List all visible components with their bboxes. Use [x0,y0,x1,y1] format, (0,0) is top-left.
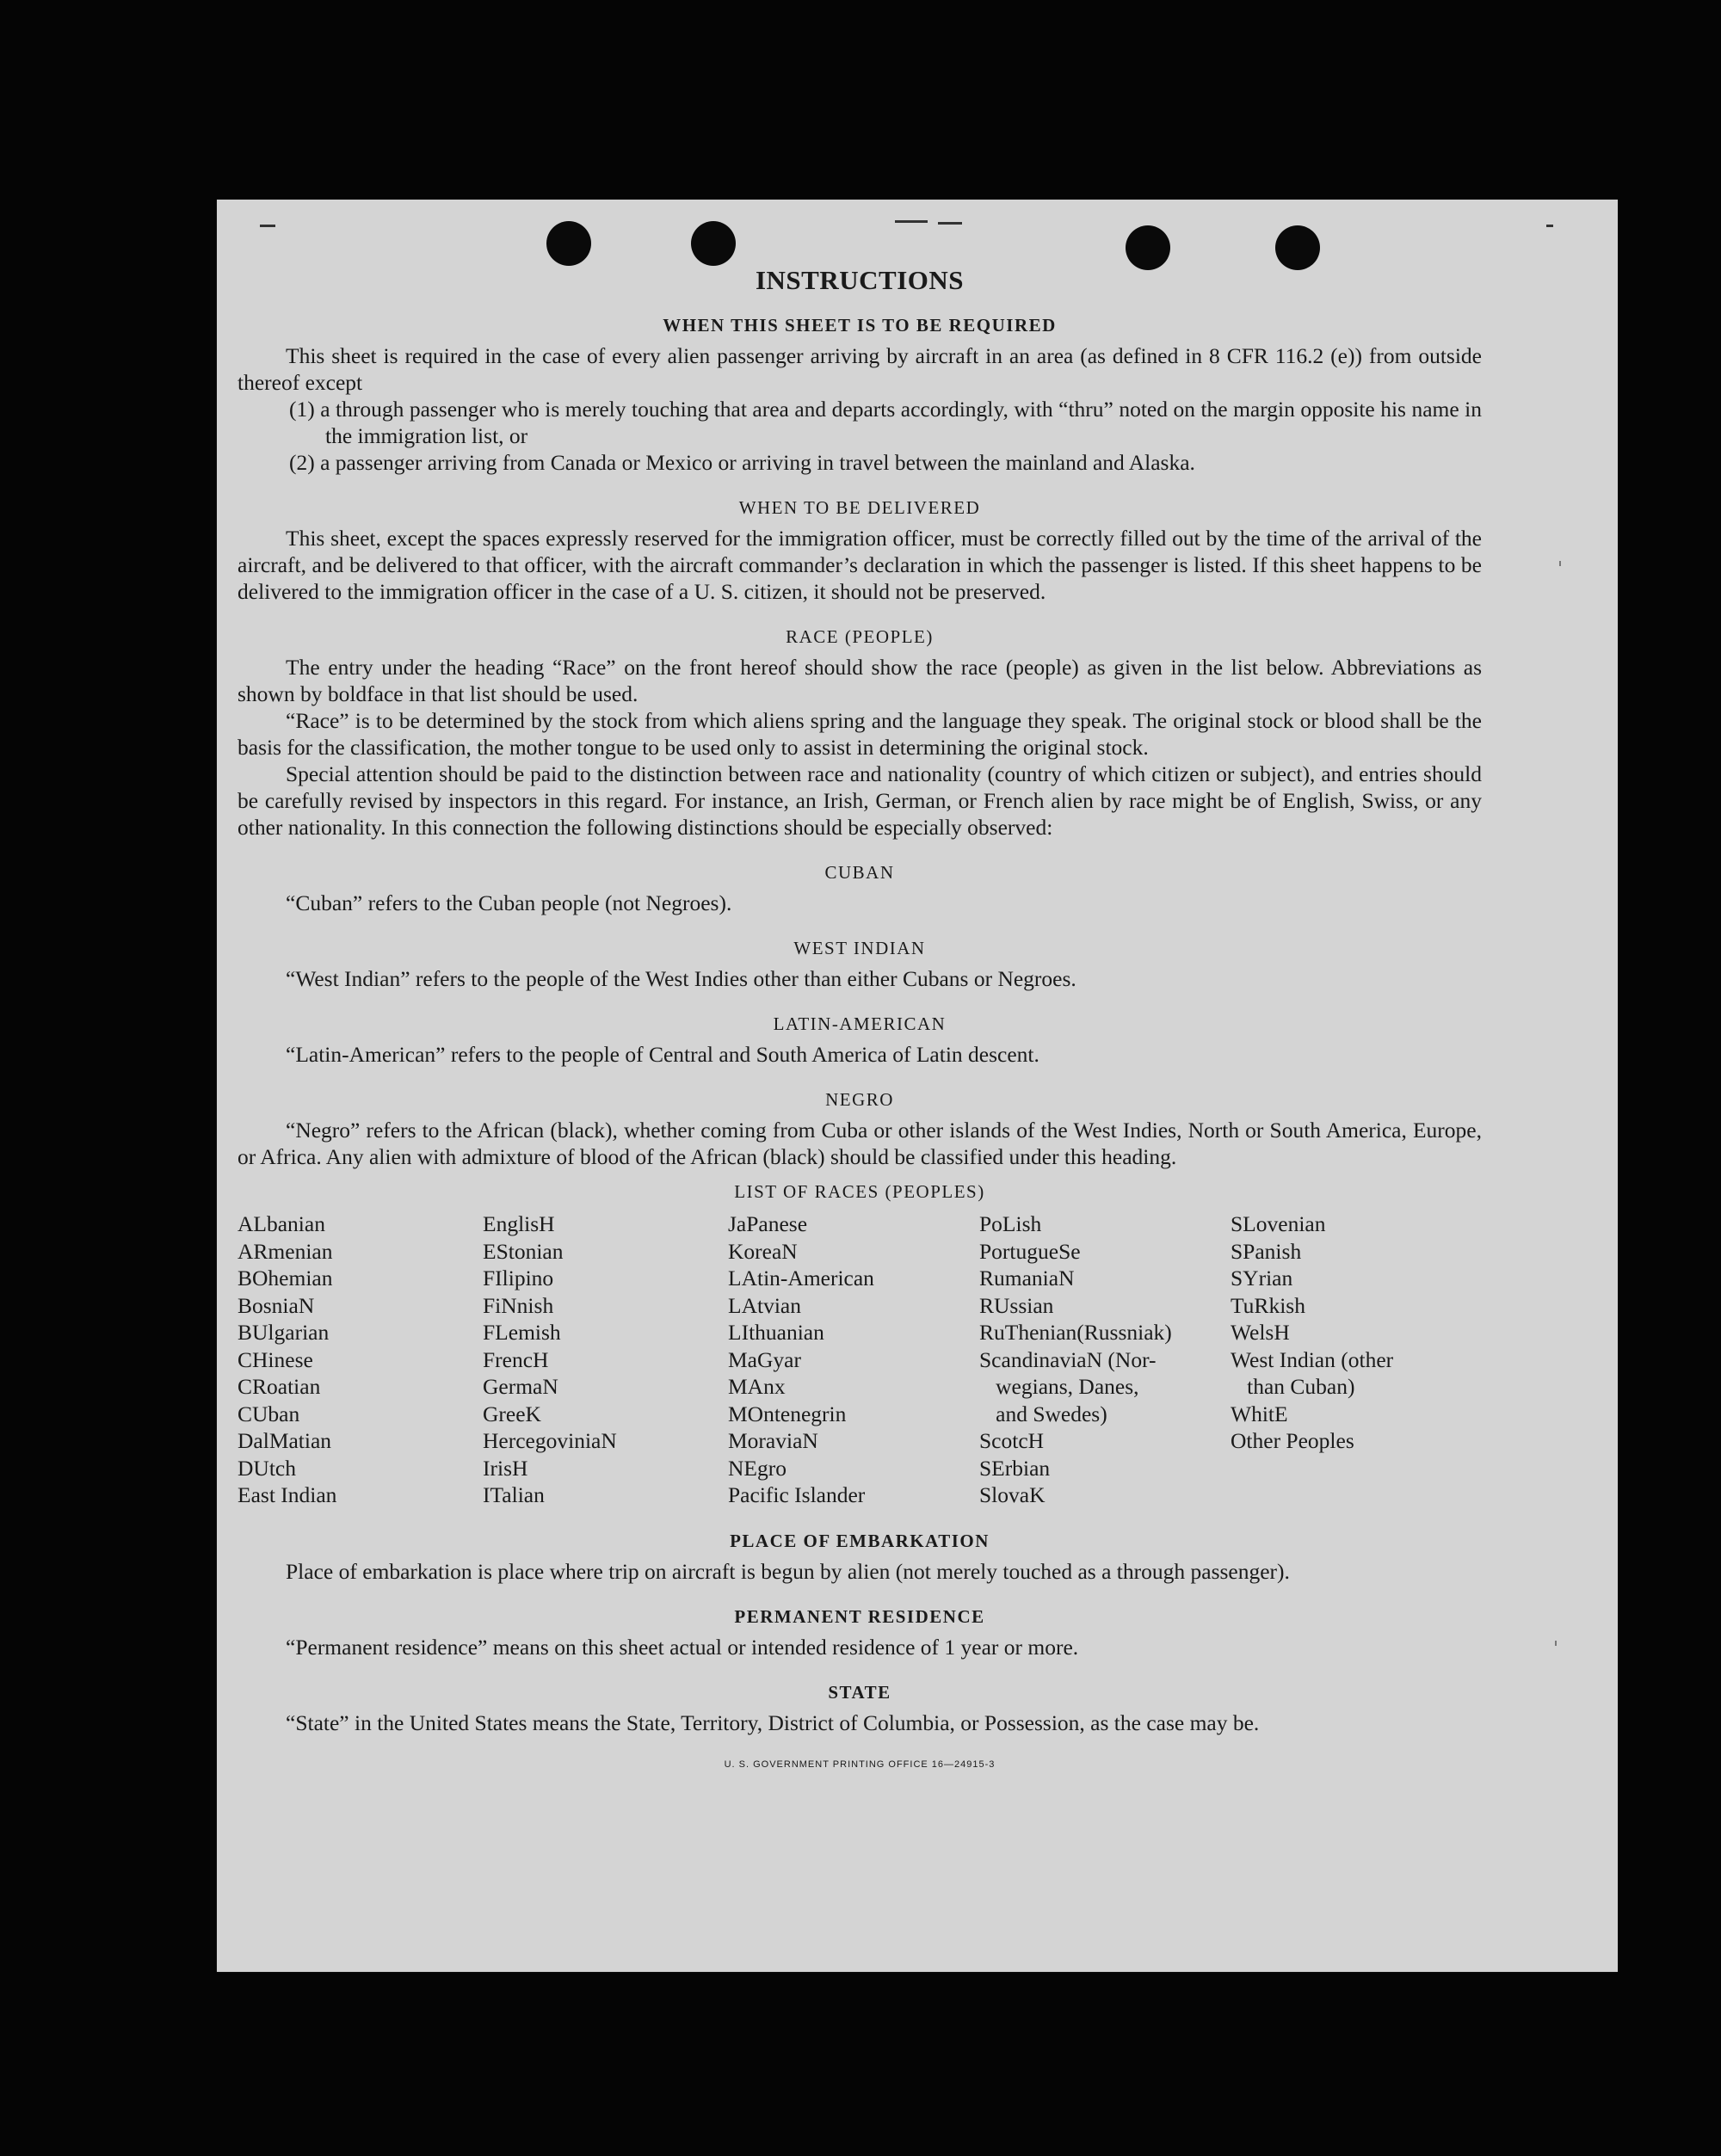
race-list [237,1210,1482,1509]
page-title: INSTRUCTIONS [755,265,964,295]
paper-speck [1559,561,1561,566]
race-item: Other Peoples [1231,1428,1354,1453]
paragraph: “Latin-American” refers to the people of Central and South America of Latin descent. [286,1042,1039,1067]
race-item: ARmenian [237,1238,333,1264]
race-item: BOhemian [237,1266,333,1291]
paragraph: Place of embarkation is place where trip on aircraft is begun by alien (not merely touched as a through passenger). [286,1558,1290,1584]
race-item: LAtin-American [728,1266,874,1291]
race-item: GermaN [483,1374,558,1399]
race-item: RUssian [979,1292,1054,1318]
section-heading: STATE [828,1681,891,1703]
race-item: SErbian [979,1455,1051,1481]
race-item: CUban [237,1401,300,1426]
race-item: East Indian [237,1482,337,1507]
race-item: MaGyar [728,1346,801,1372]
race-item: ScandinaviaN (Nor- [979,1346,1157,1372]
race-item: ITalian [483,1482,545,1507]
print-mark [895,220,928,223]
race-item: KoreaN [728,1238,798,1264]
race-item: SLovenian [1231,1211,1326,1236]
race-column [237,1210,483,1509]
race-column [728,1210,979,1509]
race-item: CHinese [237,1346,313,1372]
race-item: FrencH [483,1346,549,1372]
race-item: NEgro [728,1455,786,1481]
race-item: JaPanese [728,1211,808,1236]
race-item: and Swedes) [979,1401,1107,1426]
race-item: BosniaN [237,1292,315,1318]
instructions-text [237,258,1482,1778]
section-heading: LATIN-AMERICAN [773,1013,947,1034]
paragraph: “State” in the United States means the State, Territory, District of Columbia, or Possession, as the case may be. [286,1709,1260,1735]
race-column [1231,1210,1482,1509]
race-item: DalMatian [237,1428,332,1453]
paragraph: “Race” is to be determined by the stock from which aliens spring and the language they speak. The original stock or blood shall be the basis for the classification, the mother tongue to be used only to assist in determining the original stock. [237,708,1482,760]
race-item: WelsH [1231,1320,1290,1345]
race-item: BUlgarian [237,1320,330,1345]
race-item: West Indian (other [1231,1346,1394,1372]
race-item: ALbanian [237,1211,325,1236]
race-item: Pacific Islander [728,1482,866,1507]
race-item: ScotcH [979,1428,1045,1453]
race-item: DUtch [237,1455,296,1481]
race-item: MOntenegrin [728,1401,847,1426]
race-item: TuRkish [1231,1292,1305,1318]
race-item: PortugueSe [979,1238,1081,1264]
race-item: EnglisH [483,1211,555,1236]
race-item: FIlipino [483,1266,554,1291]
paragraph: The entry under the heading “Race” on the front hereof should show the race (people) as given in the list below. Abbreviations as shown by boldface in that list should be used. [237,655,1482,706]
section-heading: RACE (PEOPLE) [786,626,934,647]
race-item: RumaniaN [979,1266,1075,1291]
race-item: LAtvian [728,1292,801,1318]
section-heading: WHEN THIS SHEET IS TO BE REQUIRED [663,315,1057,336]
paragraph: This sheet is required in the case of every alien passenger arriving by aircraft in an area (as defined in 8 CFR 116.2 (e)) from outside thereof except [237,343,1482,395]
list-item: (2) a passenger arriving from Canada or Mexico or arriving in travel between the mainland and Alaska. [289,450,1195,475]
race-item: LIthuanian [728,1320,824,1345]
print-mark [260,225,275,227]
race-item: SYrian [1231,1266,1293,1291]
race-item: SPanish [1231,1238,1302,1264]
race-item: wegians, Danes, [979,1374,1139,1399]
race-item: IrisH [483,1455,528,1481]
section-heading: PERMANENT RESIDENCE [734,1605,985,1627]
paragraph: “Permanent residence” means on this sheet actual or intended residence of 1 year or more. [286,1634,1079,1660]
print-mark [1546,225,1553,227]
list-item: (1) a through passenger who is merely touching that area and departs accordingly, with “thru” noted on the margin opposite his name in the immigration list, or [289,397,1482,448]
paper-speck [1555,1641,1557,1646]
section-heading: PLACE OF EMBARKATION [730,1530,990,1551]
race-item: PoLish [979,1211,1042,1236]
print-mark [938,222,962,225]
race-column [979,1210,1231,1509]
section-heading: WHEN TO BE DELIVERED [738,497,981,518]
race-item: SlovaK [979,1482,1046,1507]
race-column [483,1210,728,1509]
section-heading: NEGRO [825,1089,894,1110]
race-item: FiNnish [483,1292,554,1318]
race-item: MoraviaN [728,1428,818,1453]
race-item: FLemish [483,1320,561,1345]
section-heading: LIST OF RACES (PEOPLES) [734,1181,985,1202]
paragraph: “Negro” refers to the African (black), whether coming from Cuba or other islands of the West Indies, North or South America, Europe, or Africa. Any alien with admixture of blood of the African (black) should be classified under this heading. [237,1118,1482,1169]
race-item: CRoatian [237,1374,321,1399]
paragraph: This sheet, except the spaces expressly reserved for the immigration officer, must be correctly filled out by the time of the arrival of the aircraft, and be delivered to that officer, with the aircraft commander’s declaration in which the passenger is listed. If this sheet happens to be delivered to the immigration officer in the case of a U. S. citizen, it should not be preserved. [237,526,1482,604]
race-item: WhitE [1231,1401,1288,1426]
race-item: than Cuban) [1231,1374,1355,1399]
section-heading: WEST INDIAN [793,938,926,958]
printer-imprint: U. S. GOVERNMENT PRINTING OFFICE 16—24915-3 [724,1759,996,1770]
race-item: HercegoviniaN [483,1428,617,1453]
paragraph: “Cuban” refers to the Cuban people (not Negroes). [286,890,732,915]
race-item: EStonian [483,1238,564,1264]
paragraph: “West Indian” refers to the people of the West Indies other than either Cubans or Negroes. [286,966,1076,991]
race-item: GreeK [483,1401,541,1426]
section-heading: CUBAN [824,862,895,883]
race-item: RuThenian(Russniak) [979,1320,1172,1345]
paragraph: Special attention should be paid to the distinction between race and nationality (country of which citizen or subject), and entries should be carefully revised by inspectors in this regard. For instance, an Irish, German, or French alien by race might be of English, Swiss, or any other nationality. In this connection the following distinctions should be especially observed: [237,761,1482,840]
race-item: MAnx [728,1374,786,1399]
